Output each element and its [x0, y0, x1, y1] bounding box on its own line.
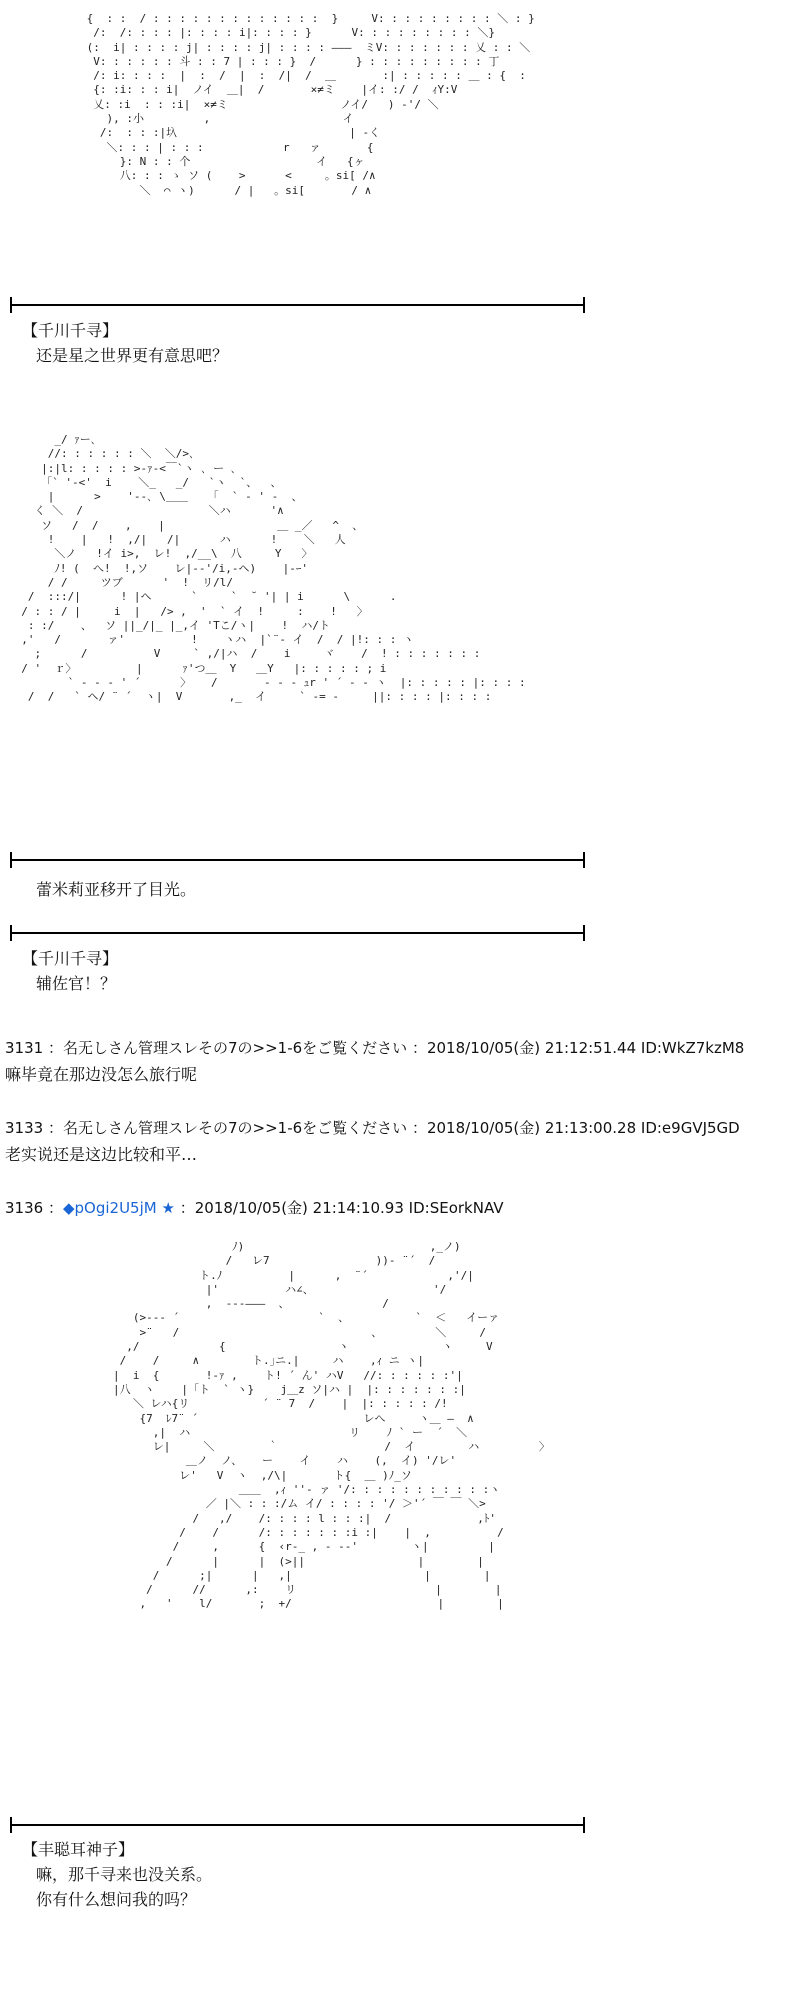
speaker-label: 【千川千寻】 [22, 949, 119, 968]
post-datetime: 2018/10/05(金) 21:14:10.93 [194, 1199, 404, 1217]
post-number: 3131 [5, 1039, 44, 1057]
divider [10, 297, 585, 313]
dialogue-line: 嘛，那千寻来也没关系。 [36, 1865, 213, 1884]
ascii-art-middle: _/ ｧー､ //: : : : : : ＼ ＼/>､ |:|l: : : : : >‐ｧ‐<￣`ヽ ､ ー ､ 「` '‐<' i ＼_ _/ `ヽ `、 、 | > '--､ \＿＿ 「 ` ‐ ' - 、 く ＼ / ＼ハ '∧ ソ / / , | ＿ _／ ^ 、 ! | ! ,/| /| ハ ! ＼ 人 ＼ノ !イ i>, レ! ,/__\ 八 Y 〉 ﾉ! ( へ! !,ソ レ|-‐'/i,-ヘ) |-ｰ' / / ツブ ' ! リ/l/ / :::/| ! |ヘ ` ` ˘ '| | i \ . / : : / | i | /> , ' ` イ ! : ! 〉 : :/ 、 ソ ||_/|_ |_,イ 'Tこ/ヽ| ! ハ/ト ,' / ァ' ! ヽハ |`¨‐ イ / / |!: : : ヽ ; / V ` ,/|ハ / i ヾ / ! : : : : : : : / ' ｒ〉 | ｧ'つ＿ Y ＿Y |: : : : : ; i ` ‐ - ‐ ' ´ 〉 / ‐ - ‐ ｭr ' ´ ‐ - ヽ |: : : : : |: : : : / / ` ヘ/ ¨ ´ ヽ| V ,_ イ ` ‐= ‐ ||: : : : |: : : : [21, 433, 526, 704]
post-id: ID:WkZ7kzM8 [640, 1039, 745, 1057]
post-header: 3136 ：◆pOgi2U5jM ★ ：2018/10/05(金) 21:14:10.93 ID:SEorkNAV [5, 1199, 504, 1217]
post-name: 名无しさん管理スレその7の>>1-6をご覧ください [62, 1119, 408, 1137]
post-header: 3131 ：名无しさん管理スレその7の>>1-6をご覧ください ：2018/10/05(金) 21:12:51.44 ID:WkZ7kzM8 [5, 1039, 745, 1057]
speaker-label: 【千川千寻】 [22, 321, 119, 340]
dialogue-line: 蕾米莉亚移开了目光。 [36, 880, 197, 899]
post-datetime: 2018/10/05(金) 21:13:00.28 [426, 1119, 637, 1137]
post-tripcode[interactable]: ◆pOgi2U5jM ★ [62, 1199, 175, 1217]
divider [10, 852, 585, 868]
post-name: 名无しさん管理スレその7の>>1-6をご覧ください [62, 1039, 408, 1057]
ascii-art-bottom: ﾉ) ,_ノ) / レ7 ))‐ ¨´ / ト.ﾉ | , ¨´ ,'/| |' ハ∠、 '/ , ---――― 、 / (>--‐ ´ ` 、 ` ＜ イーァ >¨ / 、 ＼ / ,/ { ヽ ヽ V / / ∧ ト.｣ニ.| ハ ,ｨ ニ ヽ| | i { !‐ｧ , ト! ´ ん' ハV //: : : : : :'| |八 ヽ |「ト ` ヽ} j＿z ソ|ハ | |: : : : : : :| ＼ レハ{リ ´ ¨ 7 / | |: : : : : /! {7 ﾚ7¨ ´ レへ ヽ＿ ― ∧ ,| ハ リ ﾉ ` ー ´ ＼ レ| ＼ ｀ / イ ハ 〉 ＿ノ ノ、 ー イ ハ (, イ) '/レ' レ' V ヽ ,/\| ト{ ＿ )ﾉ_ソ ＿＿ ,ｨ ''‐ ァ '/: : : : : : : : : : :ヽ ／ |＼ : : :/ム イ/ : : : : '/ ＞'´ ￣ ￣ ＼> / ,/ /: : : : l : : :| / ,ﾄ' / / /: : : : : : :i :| | , / / , { ‹r-_ , ‐ -‐' ヽ| | / | | (>|| | | / ;| | ,| | | / // ,: リ | | , ' l/ ; +/ | | [112, 1240, 550, 1611]
dialogue-line: 还是星之世界更有意思吧？ [36, 346, 229, 365]
divider [10, 925, 585, 941]
post-number: 3133 [5, 1119, 44, 1137]
divider [10, 1817, 585, 1833]
post-header: 3133 ：名无しさん管理スレその7の>>1-6をご覧ください ：2018/10/05(金) 21:13:00.28 ID:e9GVJ5GD [5, 1119, 740, 1137]
post-id: ID:SEorkNAV [408, 1199, 504, 1217]
post-datetime: 2018/10/05(金) 21:12:51.44 [426, 1039, 637, 1057]
speaker-label: 【丰聪耳神子】 [22, 1840, 135, 1859]
post-id: ID:e9GVJ5GD [640, 1119, 740, 1137]
dialogue-line: 你有什么想问我的吗？ [36, 1890, 197, 1909]
dialogue-line: 辅佐官！？ [36, 974, 117, 993]
post-body: 嘛毕竟在那边没怎么旅行呢 [5, 1065, 198, 1084]
post-body: 老实说还是这边比较和平… [5, 1145, 198, 1164]
ascii-art-top: { : : / : : : : : : : : : : : : : } V: : : : : : : : : ＼ : } /: /: : : : |: : : : i|: : : : } V: : : : : : : : : ＼} (: i| : : : : j| : : : : j| : : : : ――― ミV: : : : : : : 乂 : : ＼ V: : : : : : 斗 : : 7 | : : : } / } : : : : : : : : : 丁 /: i: : : : | : / | : /| / ＿ :| : : : : : ＿ : { : {: :i: : : i| ノイ ＿| / ×≠ミ |イ: :/ / ｨY:V 乂: :i : : :i| ×≠ミ ノイ/ ) -'/ ＼ ), :小 , イ /: : : :|圦 | -く ＼: : : | : : : r ァ { }: N : : 个 イ {ヶ 八: : : ゝ ソ ( > < 。si[ /∧ ＼ ⌒ ヽ) / | 。si[ / ∧ [86, 12, 535, 197]
post-number: 3136 [5, 1199, 44, 1217]
